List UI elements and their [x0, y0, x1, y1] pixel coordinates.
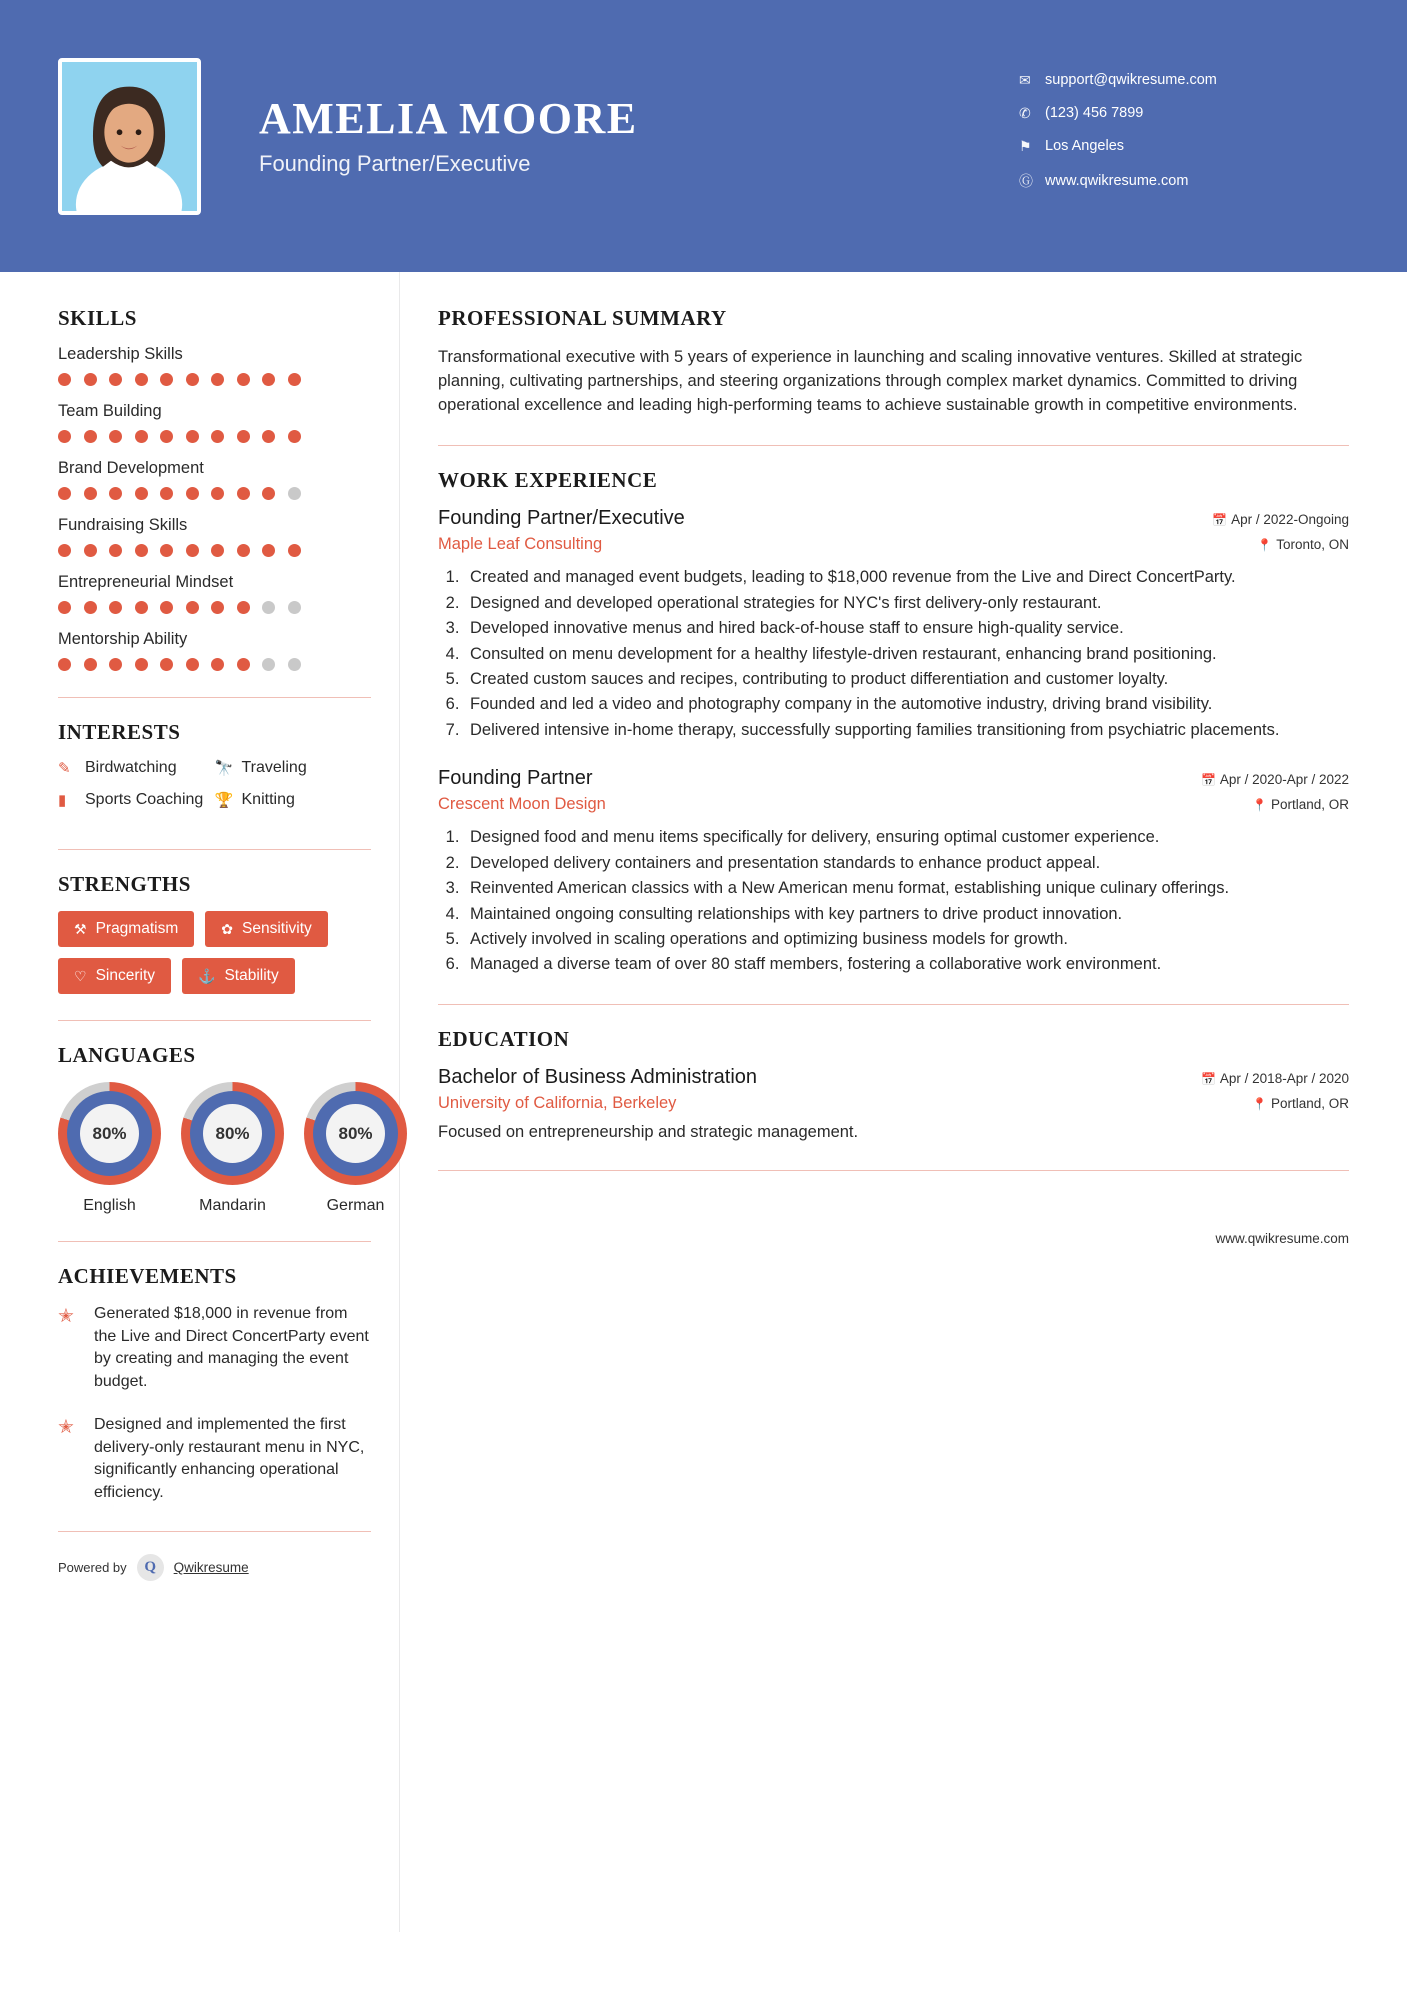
summary-text: Transformational executive with 5 years of experience in launching and scaling innovative ventures. Skilled at strategic planning, cultivating partnerships, and steering organizations through complex market dynamics. Committed to driving operational excellence and leading high-performing teams to achieve sustainable growth in competitive environments. [438, 348, 1303, 415]
job-bullet: 3. Developed innovative menus and hired back-of-house staff to ensure high-quality service. [464, 617, 1349, 639]
achievements-heading: ACHIEVEMENTS [58, 1264, 237, 1288]
job-bullet: 4. Consulted on menu development for a healthy lifestyle-driven restaurant, enhancing brand positioning. [464, 643, 1349, 665]
skill-label: Mentorship Ability [58, 630, 188, 648]
binoculars-icon: 🔭 [214, 760, 234, 777]
job-entry [438, 767, 1349, 976]
skill-item [58, 516, 371, 557]
powered-by-label: Powered by [58, 1559, 127, 1575]
job-entry [438, 507, 1349, 741]
job-bullet: 6. Founded and led a video and photography company in the automotive industry, driving brand visibility. [464, 693, 1349, 715]
contact-website[interactable] [1019, 171, 1349, 191]
achievement-item [58, 1414, 371, 1505]
contact-location-text: Los Angeles [1045, 138, 1125, 154]
job-company: Maple Leaf Consulting [438, 535, 603, 554]
trophy-icon: 🏆 [214, 792, 234, 809]
languages-list [58, 1082, 385, 1215]
contact-phone-text: (123) 456 7899 [1045, 105, 1144, 121]
contact-email[interactable] [1019, 72, 1349, 89]
contact-email-text: support@qwikresume.com [1045, 72, 1217, 88]
job-bullet: 5. Created custom sauces and recipes, contributing to product differentiation and customer loyalty. [464, 668, 1349, 690]
name-block [259, 95, 638, 177]
star-badge-icon: ✭ [58, 1416, 74, 1438]
resume-body [0, 272, 1407, 1932]
job-bullet: 4. Maintained ongoing consulting relationships with key partners to drive product innovation. [464, 903, 1349, 925]
hammer-icon: ⚒ [74, 920, 87, 937]
job-bullet: 6. Managed a diverse team of over 80 staff members, fostering a collaborative work environment. [464, 953, 1349, 975]
interest-item [215, 759, 372, 777]
job-bullet: 1. Designed food and menu items specifically for delivery, ensuring optimal customer experience. [464, 826, 1349, 848]
bird-icon: ✎ [58, 760, 71, 777]
resume-header [0, 0, 1407, 272]
job-location: 📍 Portland, OR [1252, 797, 1349, 813]
strength-chip [182, 958, 295, 994]
skill-rating [58, 658, 371, 671]
heart-icon: ♡ [74, 967, 87, 984]
interest-item [58, 759, 215, 777]
contact-location [1019, 138, 1349, 155]
skill-rating [58, 487, 371, 500]
job-bullet: 5. Actively involved in scaling operations and optimizing business models for growth. [464, 928, 1349, 950]
envelope-icon: ✉ [1019, 71, 1031, 88]
language-progress-ring [181, 1082, 284, 1185]
interest-label: Sports Coaching [85, 791, 204, 808]
language-progress-ring [304, 1082, 407, 1185]
contact-list [1019, 66, 1349, 207]
education-heading: EDUCATION [438, 1026, 570, 1051]
qwikresume-logo-icon: Q [137, 1554, 164, 1581]
job-subheader [438, 535, 1349, 554]
achievement-item [58, 1303, 371, 1394]
language-item [181, 1082, 284, 1215]
skill-item [58, 630, 371, 671]
divider [58, 697, 371, 698]
language-label: Mandarin [199, 1197, 266, 1214]
calendar-icon: 📅 [1200, 773, 1216, 788]
skill-item [58, 459, 371, 500]
skill-rating [58, 544, 371, 557]
language-percent: 80% [92, 1123, 127, 1143]
language-item [304, 1082, 407, 1215]
interest-item [215, 791, 372, 809]
job-bullet: 7. Delivered intensive in-home therapy, successfully supporting families transitioning from psychiatric placements. [464, 719, 1349, 741]
divider [438, 1004, 1349, 1005]
job-header [438, 507, 1349, 530]
education-entry [438, 1066, 1349, 1142]
skill-rating [58, 601, 371, 614]
strength-label: Sincerity [95, 967, 155, 984]
job-header [438, 767, 1349, 790]
skill-item [58, 402, 371, 443]
languages-heading: LANGUAGES [58, 1043, 196, 1067]
strength-chip [205, 911, 328, 947]
education-degree: Bachelor of Business Administration [438, 1065, 758, 1088]
interest-label: Birdwatching [85, 759, 177, 776]
job-bullet: 1. Created and managed event budgets, leading to $18,000 revenue from the Live and Direct ConcertParty. [464, 566, 1349, 588]
strength-chip [58, 911, 194, 947]
page-title: AMELIA MOORE [259, 93, 638, 143]
education-subheader [438, 1094, 1349, 1113]
divider [58, 1241, 371, 1242]
job-company: Crescent Moon Design [438, 795, 606, 814]
skill-label: Entrepreneurial Mindset [58, 573, 234, 591]
calendar-icon: 📅 [1212, 513, 1228, 528]
interest-label: Knitting [241, 791, 295, 808]
interests-list [58, 759, 371, 823]
strength-label: Stability [224, 967, 279, 984]
anchor-icon: ⚓ [198, 967, 216, 984]
skill-item [58, 573, 371, 614]
job-dates: 📅 Apr / 2020-Apr / 2022 [1200, 772, 1349, 788]
star-badge-icon: ✭ [58, 1306, 74, 1327]
skills-heading: SKILLS [58, 306, 137, 330]
contact-phone[interactable] [1019, 105, 1349, 122]
sports-bag-icon: ▮ [58, 792, 67, 809]
job-title: Founding Partner/Executive [438, 507, 685, 530]
phone-icon: ✆ [1019, 104, 1031, 121]
strength-chip [58, 958, 171, 994]
map-pin-icon: 📍 [1257, 538, 1273, 553]
main-content [400, 272, 1407, 1932]
interest-item [58, 791, 215, 809]
skill-label: Brand Development [58, 459, 204, 477]
strengths-heading: STRENGTHS [58, 872, 191, 896]
contact-website-text: www.qwikresume.com [1045, 172, 1189, 189]
language-percent: 80% [215, 1123, 250, 1143]
education-header [438, 1066, 1349, 1089]
skill-label: Fundraising Skills [58, 516, 188, 534]
avatar [58, 58, 201, 215]
skill-label: Leadership Skills [58, 345, 183, 363]
portrait-illustration [62, 62, 197, 211]
strengths-list [58, 911, 371, 994]
qwikresume-link[interactable]: Qwikresume [173, 1559, 249, 1575]
skill-label: Team Building [58, 402, 162, 420]
education-dates: 📅 Apr / 2018-Apr / 2020 [1200, 1070, 1349, 1086]
job-bullets [464, 566, 1349, 741]
language-label: German [326, 1197, 385, 1214]
job-bullets [464, 826, 1349, 976]
achievement-text: Designed and implemented the first delivery-only restaurant menu in NYC, significantly enhancing operational efficiency. [94, 1415, 365, 1502]
language-progress-ring [58, 1082, 161, 1185]
divider [58, 849, 371, 850]
education-location: 📍 Portland, OR [1252, 1095, 1349, 1111]
job-bullet: 3. Reinvented American classics with a New American menu format, establishing unique culinary offerings. [464, 877, 1349, 899]
sidebar [0, 272, 400, 1932]
job-location: 📍 Toronto, ON [1257, 537, 1349, 553]
job-title: Founding Partner [438, 767, 593, 790]
globe-icon: Ⓖ [1019, 172, 1033, 189]
education-school: University of California, Berkeley [438, 1093, 677, 1112]
achievement-text: Generated $18,000 in revenue from the Live and Direct ConcertParty event by creating and managing the event budget. [94, 1305, 369, 1391]
job-subheader [438, 795, 1349, 814]
language-label: English [83, 1197, 136, 1214]
job-bullet: 2. Designed and developed operational strategies for NYC's first delivery-only restaurant. [464, 592, 1349, 614]
map-pin-icon: ⚑ [1019, 137, 1032, 154]
skill-rating [58, 430, 371, 443]
divider [58, 1020, 371, 1021]
job-dates: 📅 Apr / 2022-Ongoing [1212, 512, 1349, 528]
skill-rating [58, 373, 371, 386]
skill-item [58, 345, 371, 386]
calendar-icon: 📅 [1200, 1071, 1216, 1086]
map-pin-icon: 📍 [1252, 1096, 1267, 1111]
map-pin-icon: 📍 [1252, 798, 1267, 813]
footer-website: www.qwikresume.com [1215, 1230, 1349, 1246]
language-item [58, 1082, 161, 1215]
experience-heading: WORK EXPERIENCE [438, 468, 658, 493]
language-percent: 80% [338, 1123, 373, 1143]
strength-label: Pragmatism [95, 920, 179, 937]
leaf-icon: ✿ [221, 920, 233, 937]
header-identity [58, 58, 1019, 215]
summary-heading: PROFESSIONAL SUMMARY [438, 306, 727, 330]
interests-heading: INTERESTS [58, 720, 181, 744]
education-description: Focused on entrepreneurship and strategic management. [438, 1122, 859, 1141]
strength-label: Sensitivity [241, 920, 312, 937]
job-bullet: 2. Developed delivery containers and presentation standards to enhance product appeal. [464, 852, 1349, 874]
divider [438, 445, 1349, 446]
powered-by [58, 1554, 371, 1581]
divider [438, 1170, 1349, 1171]
divider [58, 1531, 371, 1532]
interest-label: Traveling [241, 759, 307, 776]
job-role: Founding Partner/Executive [259, 151, 531, 177]
